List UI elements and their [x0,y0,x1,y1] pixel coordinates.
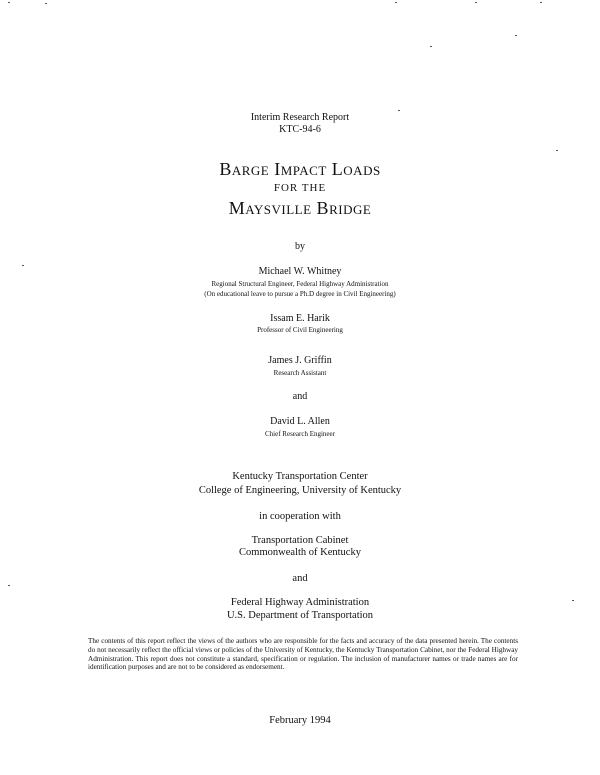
scan-speck [430,46,432,47]
scan-speck [556,150,558,151]
author-affiliation: Chief Research Engineer [265,430,335,438]
author-note: (On educational leave to pursue a Ph.D degree in Civil Engineering) [204,290,396,298]
author-name: Michael W. Whitney [258,266,342,277]
cabinet-name: Transportation Cabinet [251,535,349,546]
cooperation-label: in cooperation with [259,511,341,522]
scan-speck [540,2,542,3]
author-affiliation: Professor of Civil Engineering [257,326,343,334]
and-label: and [292,391,308,402]
scan-speck [572,600,574,601]
scan-speck [8,585,10,586]
federal-department: U.S. Department of Transportation [226,610,374,621]
scan-speck [398,110,400,111]
author-affiliation: Regional Structural Engineer, Federal Highway Administration [211,280,389,288]
disclaimer-paragraph: The contents of this report reflect the views of the authors who are responsible for the facts and accuracy of the data presented herein. The contents do not necessarily reflect the official views or policies of the University of Kentucky, the Kentucky Transportation Cabinet, nor the Federal Highway Administration. This report does not constitute a standard, specification or regulation. The inclusion of manufacturer names or trade names are for identification purposes and are not to be considered as endorsement. [88,637,518,672]
and-label: and [292,573,308,584]
title-line-2: FOR THE [273,182,327,194]
report-type: Interim Research Report [250,112,350,123]
scan-speck [515,35,517,36]
federal-agency: Federal Highway Administration [230,597,370,608]
institution-name: Kentucky Transportation Center [232,471,368,482]
scan-speck [395,2,397,3]
author-affiliation: Research Assistant [273,369,327,377]
by-label: by [295,241,305,252]
title-line-1: Barge Impact Loads [219,159,381,179]
report-number: KTC-94-6 [279,124,321,135]
author-name: Issam E. Harik [270,313,330,324]
author-name: James J. Griffin [268,355,332,366]
scan-speck [22,265,24,266]
cabinet-state: Commonwealth of Kentucky [239,547,361,558]
scan-speck [45,3,47,4]
title-line-3: Maysville Bridge [228,198,372,218]
report-date: February 1994 [269,715,331,726]
scan-speck [8,2,10,3]
scan-speck [475,2,477,3]
institution-college: College of Engineering, University of Kentucky [198,485,402,496]
author-name: David L. Allen [270,416,330,427]
